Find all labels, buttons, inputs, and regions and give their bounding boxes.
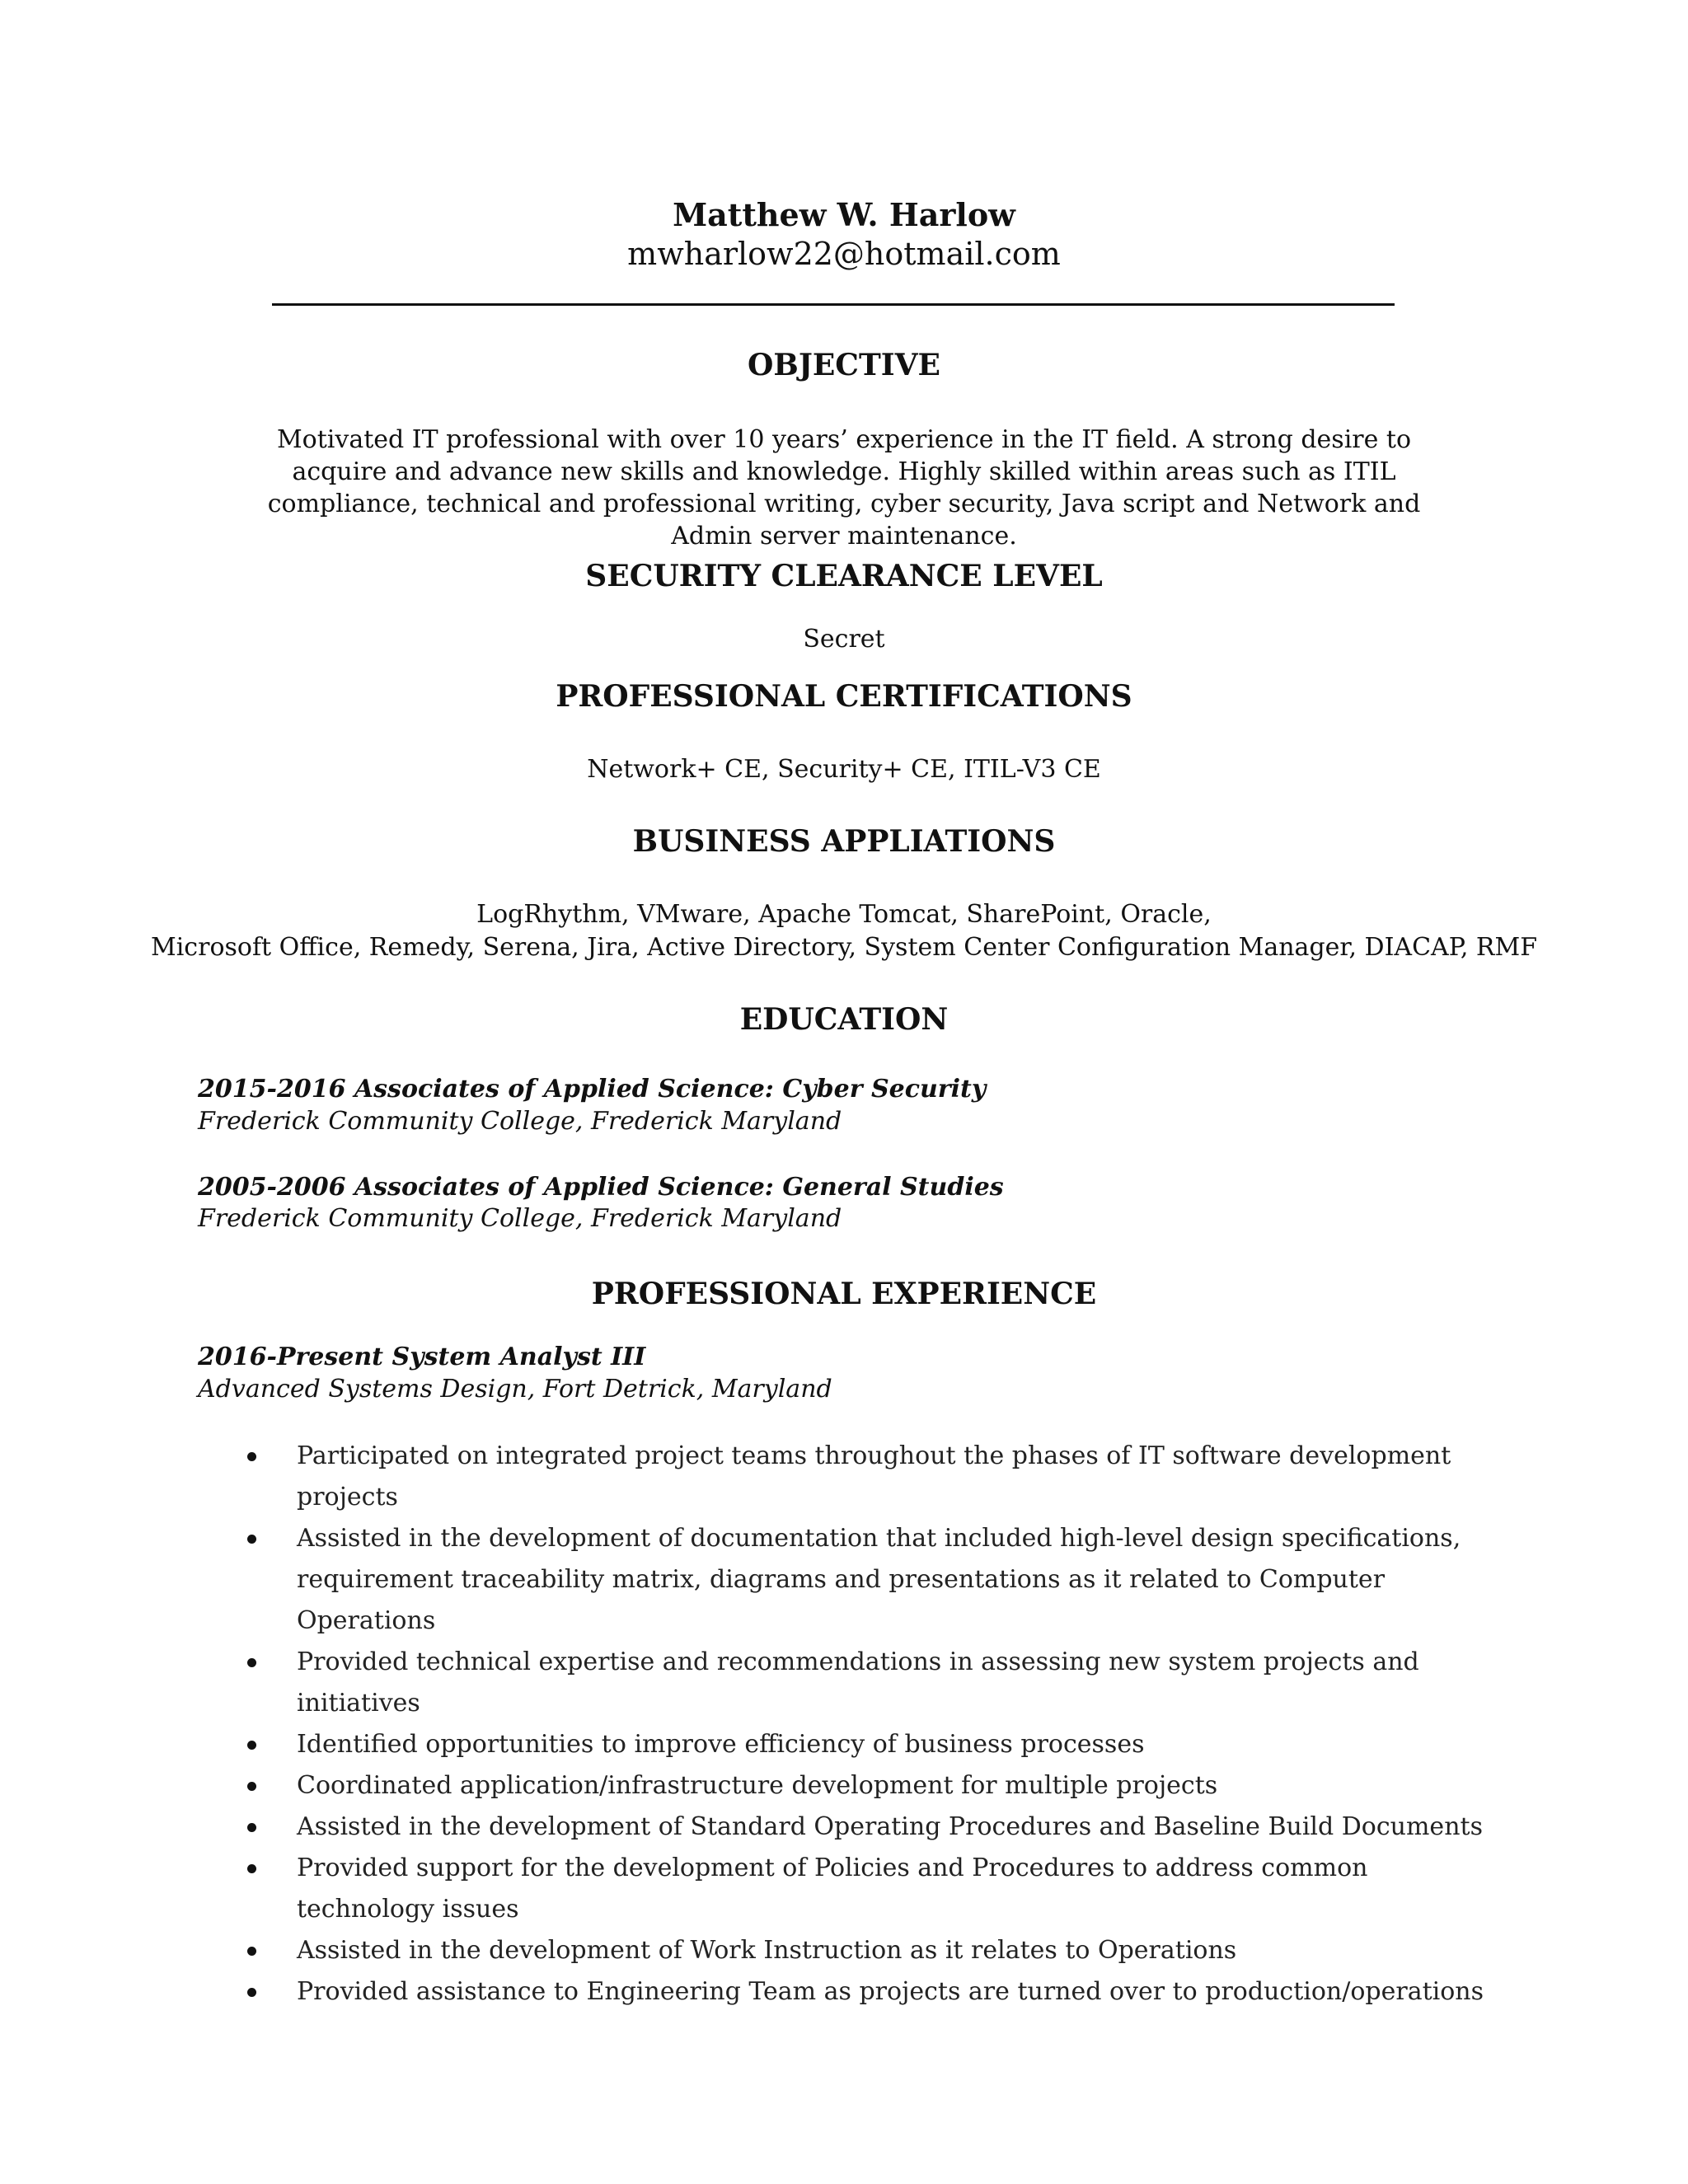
bullet-icon <box>247 1864 256 1873</box>
applications-line-1: LogRhythm, VMware, Apache Tomcat, SharePoint, Oracle, <box>476 900 1212 929</box>
bullet-icon <box>247 1535 256 1544</box>
bullet-icon <box>247 1947 256 1956</box>
list-item <box>247 1971 1484 2013</box>
candidate-email: mwharlow22@hotmail.com <box>627 236 1061 272</box>
list-item <box>247 1807 1484 1848</box>
education-entry-title: 2015-2016 Associates of Applied Science: Cyber Security <box>198 1075 987 1104</box>
bullet-icon <box>247 1741 256 1750</box>
applications-heading: BUSINESS APPLIATIONS <box>632 824 1056 859</box>
job-responsibilities-list <box>247 1436 1484 2013</box>
certifications-value: Network+ CE, Security+ CE, ITIL-V3 CE <box>587 755 1101 784</box>
header-divider <box>272 303 1395 306</box>
list-item-text: Provided support for the development of Policies and Procedures to address common technology issues <box>297 1854 1368 1924</box>
list-item-text: Assisted in the development of documentation that included high-level design specifications, requirement traceability matrix, diagrams and presentations as it related to Computer Operations <box>297 1524 1461 1635</box>
list-item <box>247 1642 1484 1724</box>
objective-heading: OBJECTIVE <box>748 348 940 382</box>
list-item <box>247 1518 1484 1642</box>
list-item-text: Provided assistance to Engineering Team as projects are turned over to production/operations <box>297 1977 1484 2006</box>
list-item-text: Provided technical expertise and recommendations in assessing new system projects and initiatives <box>297 1647 1419 1718</box>
objective-text: Motivated IT professional with over 10 years’ experience in the IT field. A strong desire to acquire and advance new skills and knowledge. Highly skilled within areas such as ITIL compliance, technical and professional writing, cyber security, Java script and Network and Admin server maintenance. <box>267 425 1421 551</box>
list-item-text: Participated on integrated project teams throughout the phases of IT software development projects <box>297 1441 1451 1511</box>
list-item <box>247 1765 1484 1807</box>
education-entry-school: Frederick Community College, Frederick Maryland <box>198 1204 842 1233</box>
candidate-name: Matthew W. Harlow <box>673 196 1015 233</box>
list-item-text: Coordinated application/infrastructure development for multiple projects <box>297 1771 1218 1800</box>
bullet-icon <box>247 1452 256 1461</box>
bullet-icon <box>247 1823 256 1832</box>
job-company: Advanced Systems Design, Fort Detrick, Maryland <box>198 1375 832 1404</box>
bullet-icon <box>247 1782 256 1791</box>
list-item <box>247 1436 1484 1518</box>
list-item-text: Identified opportunities to improve efficiency of business processes <box>297 1730 1145 1759</box>
education-entry-title: 2005-2006 Associates of Applied Science: General Studies <box>198 1173 1004 1202</box>
bullet-icon <box>247 1988 256 1997</box>
education-entry-school: Frederick Community College, Frederick Maryland <box>198 1107 842 1136</box>
list-item <box>247 1930 1484 1971</box>
clearance-value: Secret <box>803 625 885 654</box>
experience-heading: PROFESSIONAL EXPERIENCE <box>591 1277 1097 1311</box>
applications-line-2: Microsoft Office, Remedy, Serena, Jira, Active Directory, System Center Configuration Manager, DIACAP, RMF <box>150 933 1538 962</box>
list-item <box>247 1848 1484 1930</box>
bullet-icon <box>247 1658 256 1667</box>
list-item-text: Assisted in the development of Work Instruction as it relates to Operations <box>297 1936 1237 1965</box>
list-item <box>247 1724 1484 1765</box>
certifications-heading: PROFESSIONAL CERTIFICATIONS <box>556 679 1132 714</box>
job-title: 2016-Present System Analyst III <box>198 1343 646 1371</box>
education-heading: EDUCATION <box>739 1002 949 1037</box>
clearance-heading: SECURITY CLEARANCE LEVEL <box>585 559 1103 593</box>
list-item-text: Assisted in the development of Standard Operating Procedures and Baseline Build Documents <box>297 1812 1483 1841</box>
